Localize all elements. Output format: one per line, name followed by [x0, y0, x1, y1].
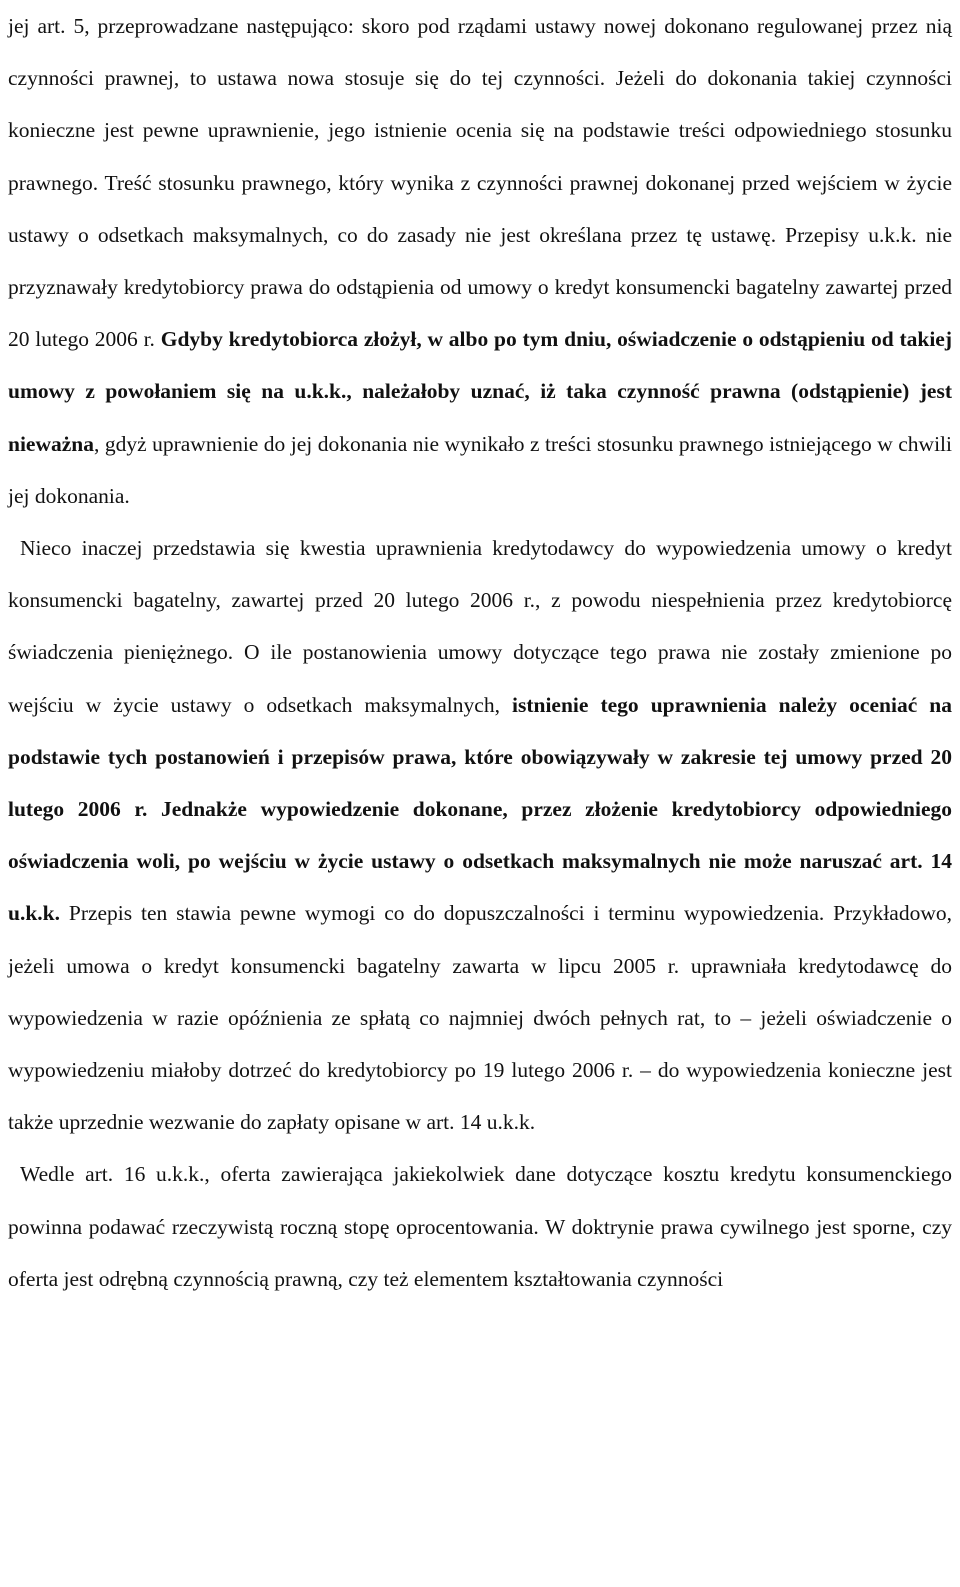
paragraph-3	[8, 1148, 952, 1305]
paragraph-2-text-1: Nieco inaczej przedstawia się kwestia uprawnienia kredytodawcy do wypowiedzenia umowy o kredyt konsumencki bagatelny, zawartej przed 20 lutego 2006 r., z powodu niespełnienia przez kredytobiorcę świadczenia pieniężnego. O ile postanowienia umowy dotyczące tego prawa nie zostały zmienione po wejściu w życie ustawy o odsetkach maksymalnych,	[8, 536, 952, 717]
paragraph-1-text-2: , gdyż uprawnienie do jej dokonania nie wynikało z treści stosunku prawnego istniejącego w chwili jej dokonania.	[8, 431, 952, 508]
paragraph-1	[8, 0, 952, 522]
paragraph-1-text-1: jej art. 5, przeprowadzane następująco: skoro pod rządami ustawy nowej dokonano regulowanej przez nią czynności prawnej, to ustawa nowa stosuje się do tej czynności. Jeżeli do dokonania takiej czynności konieczne jest pewne uprawnienie, jego istnienie ocenia się na podstawie treści odpowiedniego stosunku prawnego. Treść stosunku prawnego, który wynika z czynności prawnej dokonanej przed wejściem w życie ustawy o odsetkach maksymalnych, co do zasady nie jest określana przez tę ustawę. Przepisy u.k.k. nie przyznawały kredytobiorcy prawa do odstąpienia od umowy o kredyt konsumencki bagatelny zawartej przed 20 lutego 2006 r.	[8, 14, 952, 352]
paragraph-1-bold-text: Gdyby kredytobiorca złożył, w albo po tym dniu, oświadczenie o odstąpieniu od takiej umowy z powołaniem się na u.k.k., należałoby uznać, iż taka czynność prawna (odstąpienie) jest nieważna	[8, 327, 953, 456]
paragraph-2-bold-text: istnienie tego uprawnienia należy oceniać na podstawie tych postanowień i przepisów prawa, które obowiązywały w zakresie tej umowy przed 20 lutego 2006 r. Jednakże wypowiedzenie dokonane, przez złożenie kredytobiorcy odpowiedniego oświadczenia woli, po wejściu w życie ustawy o odsetkach maksymalnych nie może naruszać art. 14 u.k.k.	[8, 692, 952, 926]
paragraph-3-text-1: Wedle art. 16 u.k.k., oferta zawierająca jakiekolwiek dane dotyczące kosztu kredytu konsumenckiego powinna podawać rzeczywistą roczną stopę oprocentowania. W doktrynie prawa cywilnego jest sporne, czy oferta jest odrębną czynnością prawną, czy też elementem kształtowania czynności	[8, 1162, 952, 1291]
document-page	[8, 0, 952, 1305]
paragraph-2-text-2: Przepis ten stawia pewne wymogi co do dopuszczalności i terminu wypowiedzenia. Przykładowo, jeżeli umowa o kredyt konsumencki bagatelny zawarta w lipcu 2005 r. uprawniała kredytodawcę do wypowiedzenia w razie opóźnienia ze spłatą co najmniej dwóch pełnych rat, to – jeżeli oświadczenie o wypowiedzeniu miałoby dotrzeć do kredytobiorcy po 19 lutego 2006 r. – do wypowiedzenia konieczne jest także uprzednie wezwanie do zapłaty opisane w art. 14 u.k.k.	[8, 901, 952, 1135]
paragraph-2	[8, 522, 952, 1148]
